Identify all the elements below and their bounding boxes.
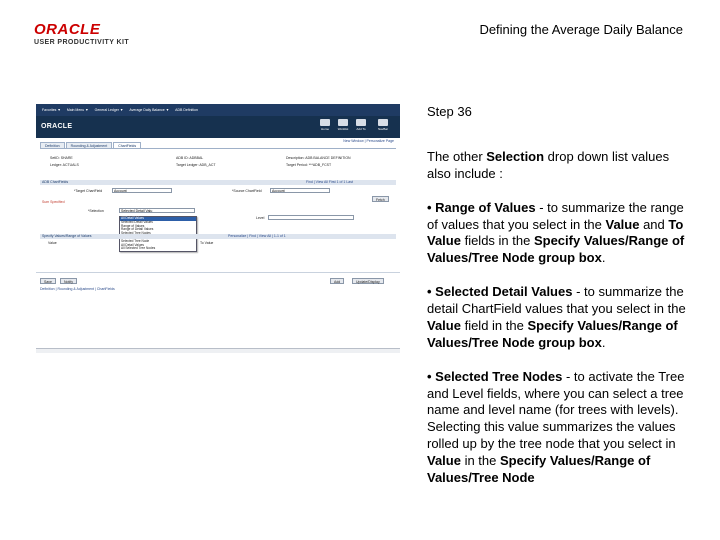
tab-chartfields[interactable]: ChartFields xyxy=(113,142,141,149)
notify-button[interactable]: Notify xyxy=(60,278,77,284)
grid-col-value: Value xyxy=(48,241,57,245)
tab-definition[interactable]: Definition xyxy=(40,142,65,149)
navbar-icon[interactable]: NavBar xyxy=(376,119,390,133)
adb-id-field: ADB ID: ADBBAL xyxy=(176,156,204,160)
bullet-range-of-values: • Range of Values - to summarize the range of values that you select in the Value and To Value fields in the Specify Values/Range of Values/Tree Node group box. xyxy=(427,199,685,266)
selection-label: *Selection xyxy=(88,209,104,213)
tab-rounding-adjustment[interactable]: Rounding & Adjustment xyxy=(66,142,113,149)
oracle-upk-logo xyxy=(34,21,130,47)
dropdown-option[interactable]: Selected Tree Node xyxy=(121,238,150,243)
menu-item-general-ledger[interactable]: General Ledger ▼ xyxy=(94,108,124,112)
brand-logo: ORACLE xyxy=(41,123,73,130)
selection-dropdown[interactable]: Selected Detail Valu xyxy=(119,208,195,213)
horizontal-scrollbar[interactable] xyxy=(36,348,400,353)
application-screenshot xyxy=(36,104,400,356)
step-label: Step 36 xyxy=(427,104,472,119)
menu-item-main-menu[interactable]: Main Menu ▼ xyxy=(66,108,89,112)
bullet-selected-detail-values: • Selected Detail Values - to summarize the detail ChartField values that you select in the Value field in the Specify Values/Range of Values/Tree Node group box. xyxy=(427,284,686,350)
chartfield-pager[interactable]: Find | View All First 1 of 1 Last xyxy=(306,180,353,184)
bullet-selected-tree-nodes: • Selected Tree Nodes - to activate the Tree and Level fields, where you can select a tree name and level name (for trees with levels). xyxy=(427,368,685,418)
page-divider xyxy=(36,272,400,273)
home-icon[interactable]: Home xyxy=(318,119,332,133)
dropdown-option[interactable]: Selected Detail Values xyxy=(121,219,153,224)
target-chartfield-select[interactable]: Account xyxy=(112,188,172,193)
setid-field: SetID: SHARE xyxy=(50,156,73,160)
grid-pager[interactable]: Personalize | Find | View All | 1-1 of 1 xyxy=(228,234,286,238)
dropdown-option[interactable]: Range of Detail Values xyxy=(121,227,154,232)
update-display-button[interactable]: Update/Display xyxy=(352,278,384,284)
level-label: Level xyxy=(256,216,265,220)
ledger-field: Ledger: ACTUALS xyxy=(50,163,79,167)
save-button[interactable]: Save xyxy=(40,278,56,284)
dropdown-option[interactable]: All Detail Values xyxy=(120,217,196,221)
dropdown-option[interactable]: All Selected Tree Nodes xyxy=(121,246,156,251)
intro-paragraph: The other Selection drop down list values also include : xyxy=(427,148,670,181)
dropdown-option[interactable]: All Detail Values xyxy=(121,242,144,247)
add-button[interactable]: Add xyxy=(330,278,344,284)
target-ledger-field: Target Ledger: ADB_ACT xyxy=(176,163,216,167)
source-chartfield-select[interactable]: Account xyxy=(270,188,330,193)
menu-item-adb-definition[interactable]: ADB Definition xyxy=(175,108,198,112)
logo-subtitle: USER PRODUCTIVITY KIT xyxy=(34,39,130,46)
menu-item-favorites[interactable]: Favorites ▼ xyxy=(42,108,61,112)
description-field: Description: ADB BALANCE DEFINITION xyxy=(286,156,351,160)
logo-wordmark: ORACLE xyxy=(34,21,101,38)
instruction-text xyxy=(427,104,689,487)
bottom-page-links[interactable]: Definition | Rounding & Adjustment | ChartFields xyxy=(40,287,115,291)
add-to-icon[interactable]: Add To xyxy=(354,119,368,133)
grid-col-to-value: To Value xyxy=(200,241,214,245)
source-chartfield-label: *Source ChartField xyxy=(232,189,262,193)
menu-item-average-daily-balance[interactable]: Average Daily Balance ▼ xyxy=(129,108,170,112)
target-period-field: Target Period: ***ADB_FCST xyxy=(286,163,332,167)
tree-nodes-explanation: Selecting this value summarizes the values rolled up by the tree node that you select in Value in the Specify Values/Range of Values/Tree Node xyxy=(427,419,676,486)
target-chartfield-label: *Target ChartField xyxy=(74,189,103,193)
worklist-icon[interactable]: Worklist xyxy=(336,119,350,133)
level-field[interactable] xyxy=(268,215,354,220)
menu-bar xyxy=(36,104,400,116)
window-links[interactable]: New Window | Personalize Page xyxy=(343,139,394,143)
brand-bar xyxy=(36,116,400,138)
section-adb-chartfields: ADB ChartFields xyxy=(40,180,396,185)
section-sum-specified: Sum Specified xyxy=(40,200,100,205)
tab-divider xyxy=(40,148,396,149)
dropdown-option[interactable]: Range of Values xyxy=(121,223,145,228)
document-title: Defining the Average Daily Balance xyxy=(479,22,683,37)
fetch-button[interactable]: Fetch xyxy=(372,196,389,202)
grid-header: Specify Values/Range of Values xyxy=(40,234,396,239)
